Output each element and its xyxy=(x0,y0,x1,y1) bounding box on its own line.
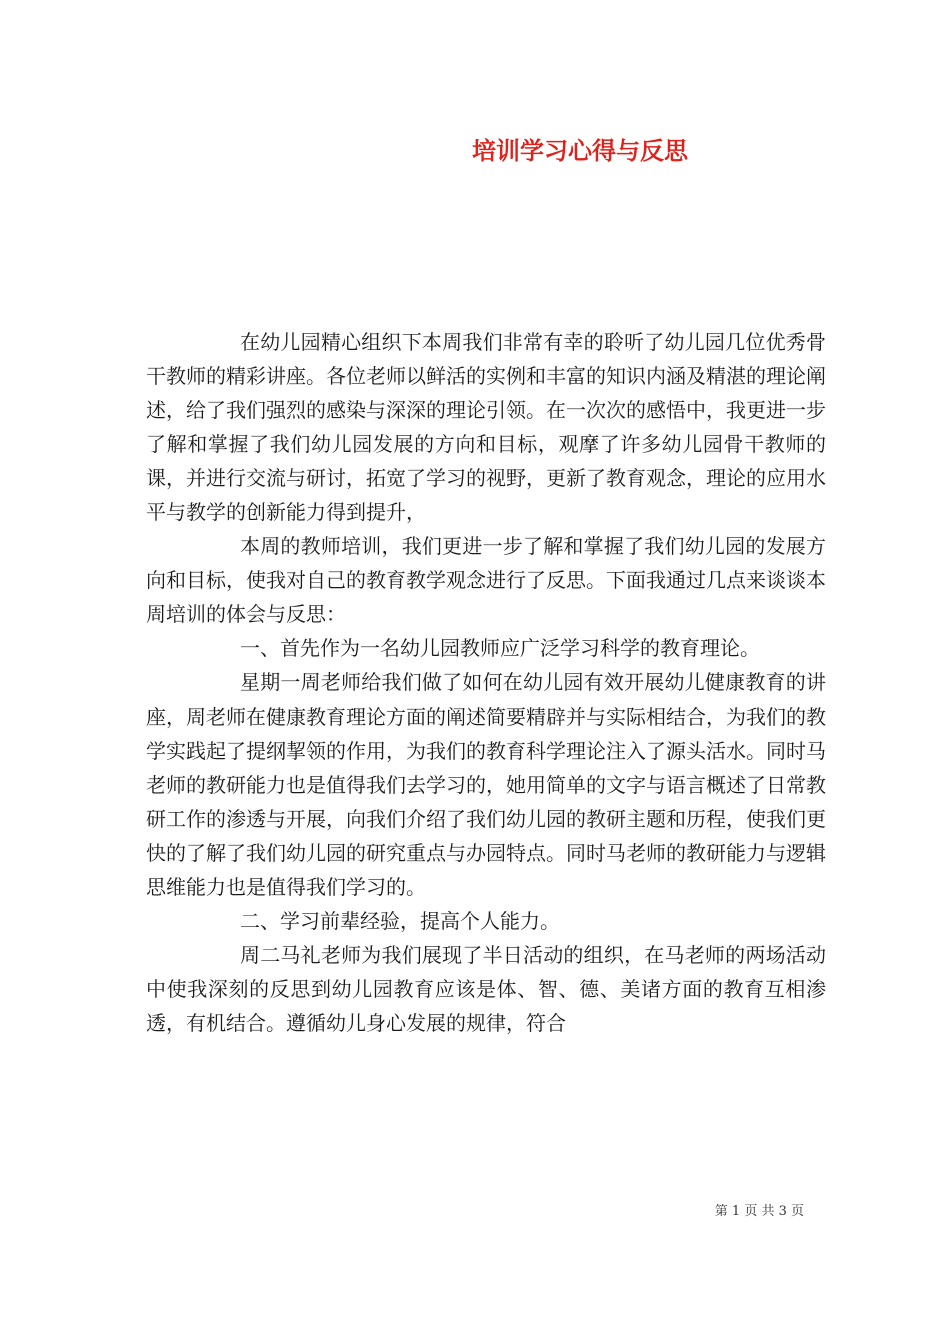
document-title: 培训学习心得与反思 xyxy=(472,136,688,165)
paragraph-4: 星期一周老师给我们做了如何在幼儿园有效开展幼儿健康教育的讲座，周老师在健康教育理论方面的阐述简要精辟并与实际相结合，为我们的教学实践起了提纲挈领的作用，为我们的教育科学理论注入了源头活水。同时马老师的教研能力也是值得我们去学习的，她用简单的文字与语言概述了日常教研工作的渗透与开展，向我们介绍了我们幼儿园的教研主题和历程，使我们更快的了解了我们幼儿园的研究重点与办园特点。同时马老师的教研能力与逻辑思维能力也是值得我们学习的。 xyxy=(146,670,826,899)
paragraph-5: 二、学习前辈经验，提高个人能力。 xyxy=(240,908,560,933)
paragraph-2: 本周的教师培训，我们更进一步了解和掌握了我们幼儿园的发展方向和目标，使我对自己的教育教学观念进行了反思。下面我通过几点来谈谈本周培训的体会与反思： xyxy=(146,534,826,627)
paragraph-3: 一、首先作为一名幼儿园教师应广泛学习科学的教育理论。 xyxy=(240,636,760,661)
paragraph-6: 周二马礼老师为我们展现了半日活动的组织，在马老师的两场活动中使我深刻的反思到幼儿园教育应该是体、智、德、美诸方面的教育互相渗透，有机结合。遵循幼儿身心发展的规律，符合 xyxy=(146,942,826,1035)
paragraph-1: 在幼儿园精心组织下本周我们非常有幸的聆听了幼儿园几位优秀骨干教师的精彩讲座。各位老师以鲜活的实例和丰富的知识内涵及精湛的理论阐述，给了我们强烈的感染与深深的理论引领。在一次次的感悟中，我更进一步了解和掌握了我们幼儿园发展的方向和目标，观摩了许多幼儿园骨干教师的课，并进行交流与研讨，拓宽了学习的视野，更新了教育观念，理论的应用水平与教学的创新能力得到提升， xyxy=(146,330,826,525)
document-body xyxy=(146,325,826,1040)
page-number: 第 1 页 共 3 页 xyxy=(714,1204,804,1219)
